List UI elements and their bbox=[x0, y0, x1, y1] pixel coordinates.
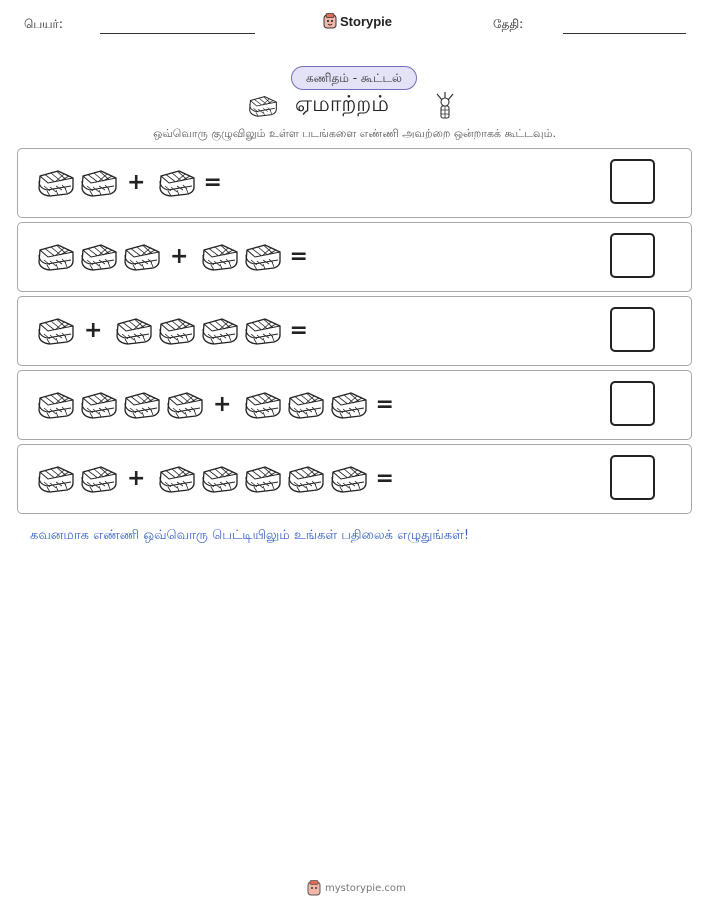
problem-expression bbox=[36, 149, 222, 217]
answer-box[interactable] bbox=[610, 455, 655, 500]
brand-name: Storypie bbox=[340, 13, 393, 29]
problem-expression bbox=[36, 371, 394, 439]
answer-box[interactable] bbox=[610, 159, 655, 204]
folded-blanket-icon bbox=[36, 169, 76, 197]
answer-box[interactable] bbox=[610, 381, 655, 426]
folded-blanket-icon bbox=[36, 243, 76, 271]
folded-blanket-icon bbox=[36, 317, 76, 345]
equals-sign: = bbox=[289, 244, 308, 269]
name-line[interactable] bbox=[100, 33, 255, 34]
footer bbox=[307, 880, 406, 896]
folded-blanket-icon bbox=[122, 243, 162, 271]
folded-blanket-icon bbox=[329, 465, 369, 493]
answer-box[interactable] bbox=[610, 233, 655, 278]
folded-blanket-icon bbox=[243, 391, 283, 419]
folded-blanket-icon bbox=[243, 465, 283, 493]
problem-expression bbox=[36, 223, 308, 291]
problem-row bbox=[17, 296, 692, 366]
folded-blanket-icon bbox=[243, 317, 283, 345]
problem-row bbox=[17, 148, 692, 218]
plus-sign: + bbox=[170, 244, 189, 269]
name-label: பெயர்: bbox=[24, 17, 63, 31]
footer-url: mystorypie.com bbox=[325, 882, 406, 894]
equals-sign: = bbox=[203, 170, 222, 195]
topic-badge: கணிதம் - கூட்டல் bbox=[291, 66, 417, 90]
problem-row bbox=[17, 222, 692, 292]
storypie-mascot-icon bbox=[307, 880, 321, 896]
instruction-text: கவனமாக எண்ணி ஒவ்வொரு பெட்டியிலும் உங்கள் பதிலைக் எழுதுங்கள்! bbox=[30, 528, 470, 543]
problem-expression bbox=[36, 297, 308, 365]
problem-row bbox=[17, 444, 692, 514]
plus-sign: + bbox=[84, 318, 103, 343]
answer-box[interactable] bbox=[610, 307, 655, 352]
folded-blanket-icon bbox=[157, 169, 197, 197]
folded-blanket-icon bbox=[157, 317, 197, 345]
date-line[interactable] bbox=[563, 33, 686, 34]
folded-blanket-icon bbox=[114, 317, 154, 345]
equals-sign: = bbox=[289, 318, 308, 343]
folded-blanket-icon bbox=[329, 391, 369, 419]
folded-blanket-icon bbox=[200, 317, 240, 345]
folded-blanket-icon bbox=[247, 95, 279, 117]
storypie-mascot-icon bbox=[323, 13, 337, 29]
problem-row bbox=[17, 370, 692, 440]
folded-blanket-icon bbox=[157, 465, 197, 493]
folded-blanket-icon bbox=[286, 391, 326, 419]
folded-blanket-icon bbox=[200, 243, 240, 271]
sleepy-character-icon bbox=[433, 90, 457, 120]
problem-expression bbox=[36, 445, 394, 513]
folded-blanket-icon bbox=[243, 243, 283, 271]
date-label: தேதி: bbox=[493, 17, 524, 31]
folded-blanket-icon bbox=[36, 391, 76, 419]
folded-blanket-icon bbox=[79, 465, 119, 493]
equals-sign: = bbox=[375, 392, 394, 417]
folded-blanket-icon bbox=[286, 465, 326, 493]
folded-blanket-icon bbox=[79, 243, 119, 271]
plus-sign: + bbox=[213, 392, 232, 417]
brand-logo bbox=[323, 13, 392, 29]
plus-sign: + bbox=[127, 466, 146, 491]
folded-blanket-icon bbox=[36, 465, 76, 493]
folded-blanket-icon bbox=[79, 391, 119, 419]
title-row bbox=[0, 90, 709, 122]
folded-blanket-icon bbox=[79, 169, 119, 197]
plus-sign: + bbox=[127, 170, 146, 195]
page-title: ஏமாற்றம் bbox=[295, 92, 389, 117]
equals-sign: = bbox=[375, 466, 394, 491]
folded-blanket-icon bbox=[165, 391, 205, 419]
folded-blanket-icon bbox=[122, 391, 162, 419]
folded-blanket-icon bbox=[200, 465, 240, 493]
subtitle: ஒவ்வொரு குழுவிலும் உள்ள படங்களை எண்ணி அவற்றை ஒன்றாகக் கூட்டவும். bbox=[153, 127, 556, 140]
